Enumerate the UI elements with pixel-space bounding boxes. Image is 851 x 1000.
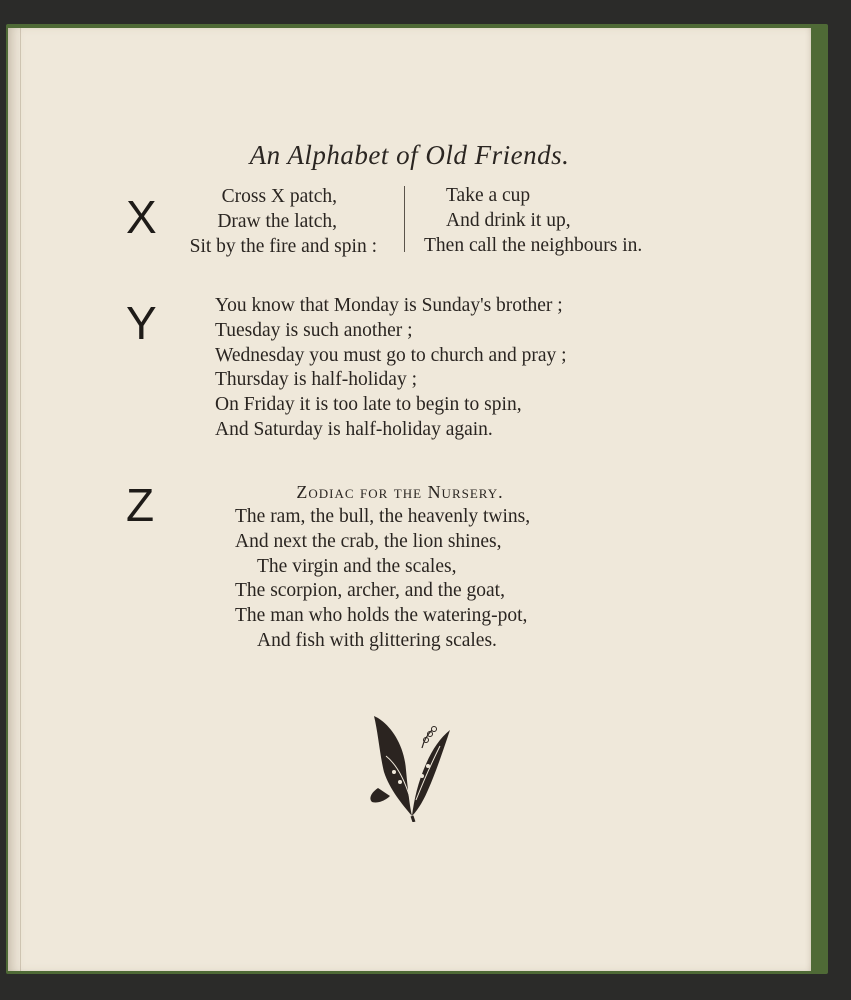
verse-line: Tuesday is such another ;: [215, 319, 413, 341]
verse-line: And Saturday is half-holiday again.: [215, 418, 493, 440]
verse-x-left: [148, 185, 377, 259]
verse-line: Wednesday you must go to church and pray ;: [215, 344, 567, 366]
verse-line: Take a cup: [446, 185, 531, 206]
initial-letter-z: Z: [126, 479, 155, 531]
verse-line: The scorpion, archer, and the goat,: [235, 580, 505, 602]
verse-line: Then call the neighbours in.: [424, 234, 643, 256]
verse-line: And fish with glittering scales.: [257, 629, 497, 651]
section-heading: Zodiac for the Nursery.: [296, 482, 504, 502]
verse-line: Cross X patch,: [221, 186, 337, 207]
verse-line: The ram, the bull, the heavenly twins,: [235, 506, 531, 527]
verse-line: And drink it up,: [446, 209, 571, 231]
verse-line: The virgin and the scales,: [257, 555, 457, 577]
verse-line: On Friday it is too late to begin to spin,: [215, 394, 522, 416]
verse-line: You know that Monday is Sunday's brother ;: [215, 295, 563, 316]
verse-x-right: [424, 184, 674, 258]
lily-of-the-valley-ornament-icon: [366, 712, 456, 822]
verse-line: And next the crab, the lion shines,: [235, 530, 502, 552]
verse-line: Sit by the fire and spin :: [189, 235, 377, 257]
verse-line: Thursday is half-holiday ;: [215, 369, 417, 391]
column-divider: [404, 186, 405, 252]
verse-y: [215, 294, 645, 443]
verse-z: [235, 505, 615, 654]
book-page: [8, 28, 811, 971]
verse-line: Draw the latch,: [217, 210, 337, 232]
initial-letter-x: X: [126, 191, 157, 243]
initial-letter-y: Y: [126, 297, 157, 349]
page-title: An Alphabet of Old Friends.: [249, 140, 570, 170]
verse-line: The man who holds the watering-pot,: [235, 605, 528, 627]
